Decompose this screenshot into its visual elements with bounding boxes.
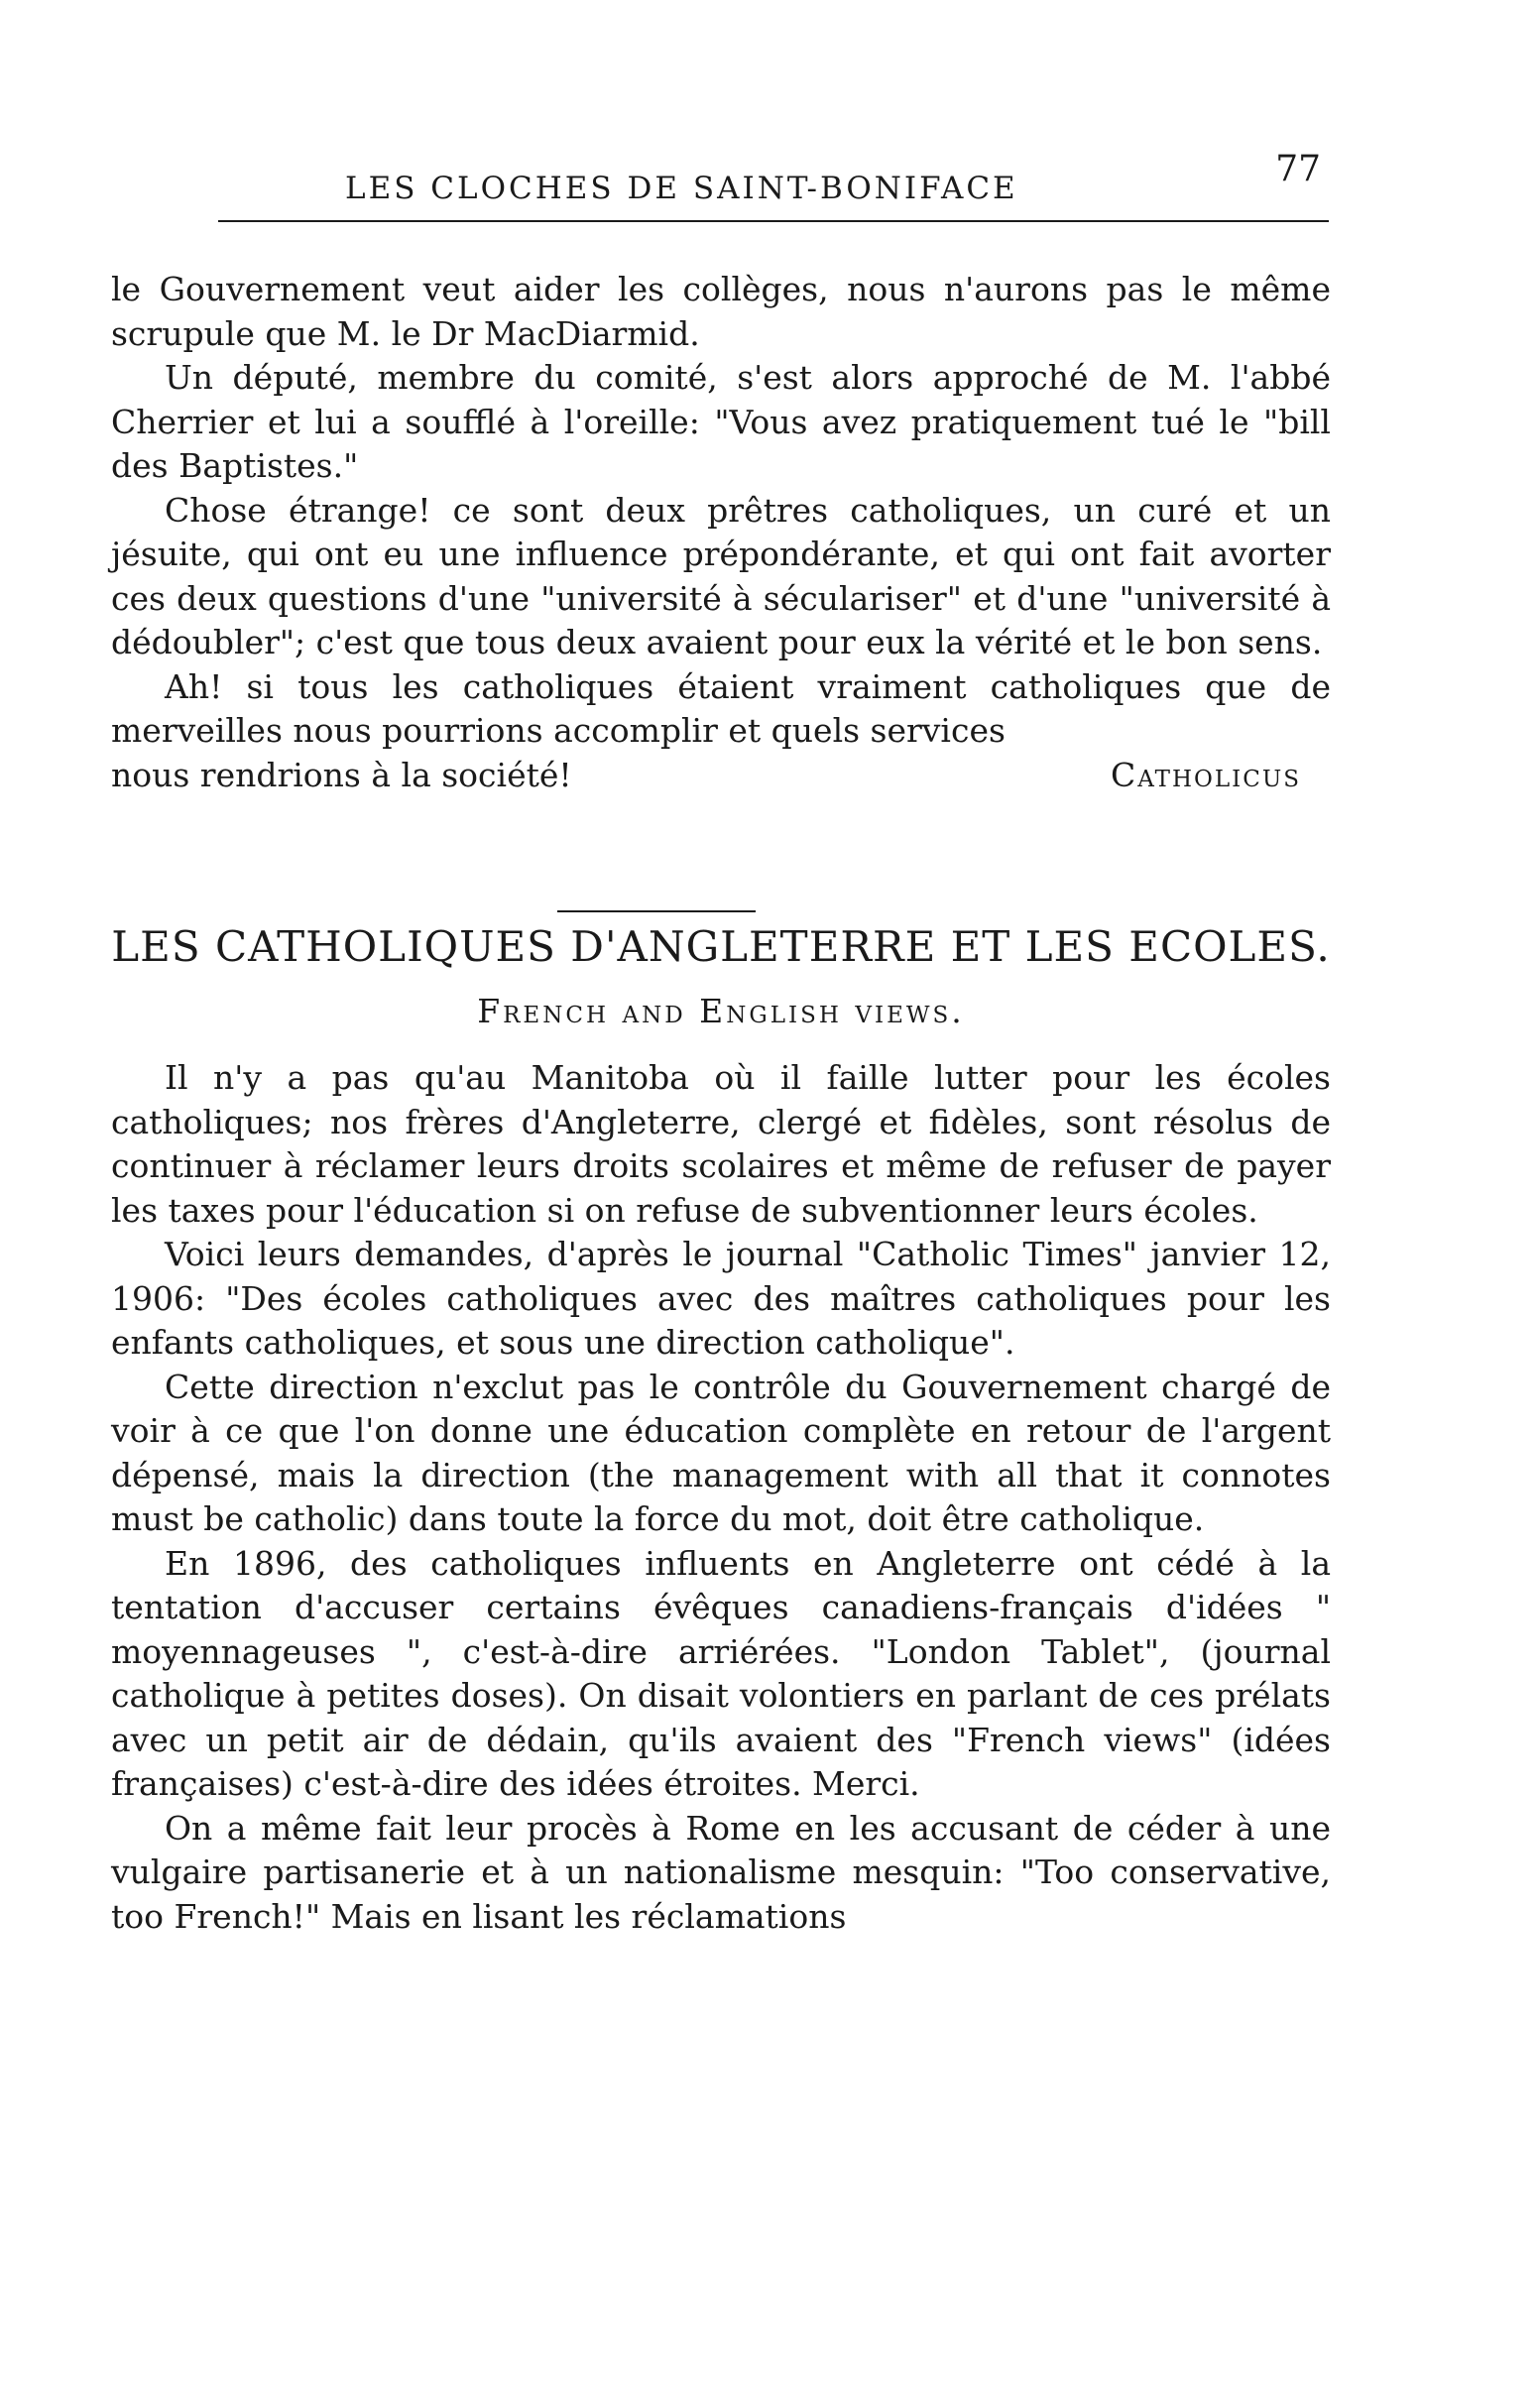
- closing-line: [111, 754, 1331, 797]
- section-subtitle: French and English views.: [477, 992, 965, 1030]
- paragraph-6: Voici leurs demandes, d'après le journal "Catholic Times" janvier 12, 1906: "Des écoles catholiques avec des maîtres catholiques pour les enfants catholiques, et sous une direction catholique".: [111, 1235, 1331, 1362]
- section-title: LES CATHOLIQUES D'ANGLETERRE ET LES ECOLES.: [111, 922, 1331, 971]
- closing-text: nous rendrions à la société!: [111, 755, 572, 794]
- section-divider: [557, 910, 756, 912]
- paragraph-1: le Gouvernement veut aider les collèges, nous n'aurons pas le même scrupule que M. le Dr MacDiarmid.: [111, 270, 1331, 353]
- paragraph-8: En 1896, des catholiques influents en Angleterre ont cédé à la tentation d'accuser certains évêques canadiens-français d'idées " moyennageuses ", c'est-à-dire arriérées. "London Tablet", (journal catholique à petites doses). On disait volontiers en parlant de ces prélats avec un petit air de dédain, qu'ils avaient des "French views" (idées françaises) c'est-à-dire des idées étroites. Merci.: [111, 1543, 1331, 1803]
- paragraph-4: Ah! si tous les catholiques étaient vraiment catholiques que de merveilles nous pourrions accomplir et quels services: [111, 666, 1331, 750]
- paragraph-2: Un député, membre du comité, s'est alors approché de M. l'abbé Cherrier et lui a soufflé à l'oreille: "Vous avez pratiquement tué le "bill des Baptistes.": [111, 358, 1331, 485]
- author-signature: Catholicus: [1111, 755, 1301, 794]
- paragraph-9: On a même fait leur procès à Rome en les accusant de céder à une vulgaire partisanerie et à un nationalisme mesquin: "Too conservative, too French!" Mais en lisant les réclamations: [111, 1808, 1331, 1936]
- book-page: [111, 0, 1331, 2389]
- paragraph-7: Cette direction n'exclut pas le contrôle du Gouvernement chargé de voir à ce que l'on donne une éducation complète en retour de l'argent dépensé, mais la direction (the management with all that it connotes must be catholic) dans toute la force du mot, doit être catholique.: [111, 1367, 1331, 1538]
- page-header: [111, 149, 1331, 208]
- article-continuation: [111, 268, 1331, 797]
- paragraph-3: Chose étrange! ce sont deux prêtres catholiques, un curé et un jésuite, qui ont eu une influence prépondérante, et qui ont fait avorter ces deux questions d'une "université à séculariser" et d'une "université à dédoubler"; c'est que tous deux avaient pour eux la vérité et le bon sens.: [111, 490, 1331, 661]
- running-title: LES CLOCHES DE SAINT-BONIFACE: [345, 171, 1018, 206]
- paragraph-5: Il n'y a pas qu'au Manitoba où il faille lutter pour les écoles catholiques; nos frères d'Angleterre, clergé et fidèles, sont résolus de continuer à réclamer leurs droits scolaires et même de refuser de payer les taxes pour l'éducation si on refuse de subventionner leurs écoles.: [111, 1058, 1331, 1230]
- page-number: 77: [1275, 149, 1321, 189]
- header-rule: [218, 220, 1329, 222]
- article-body: [111, 1056, 1331, 1939]
